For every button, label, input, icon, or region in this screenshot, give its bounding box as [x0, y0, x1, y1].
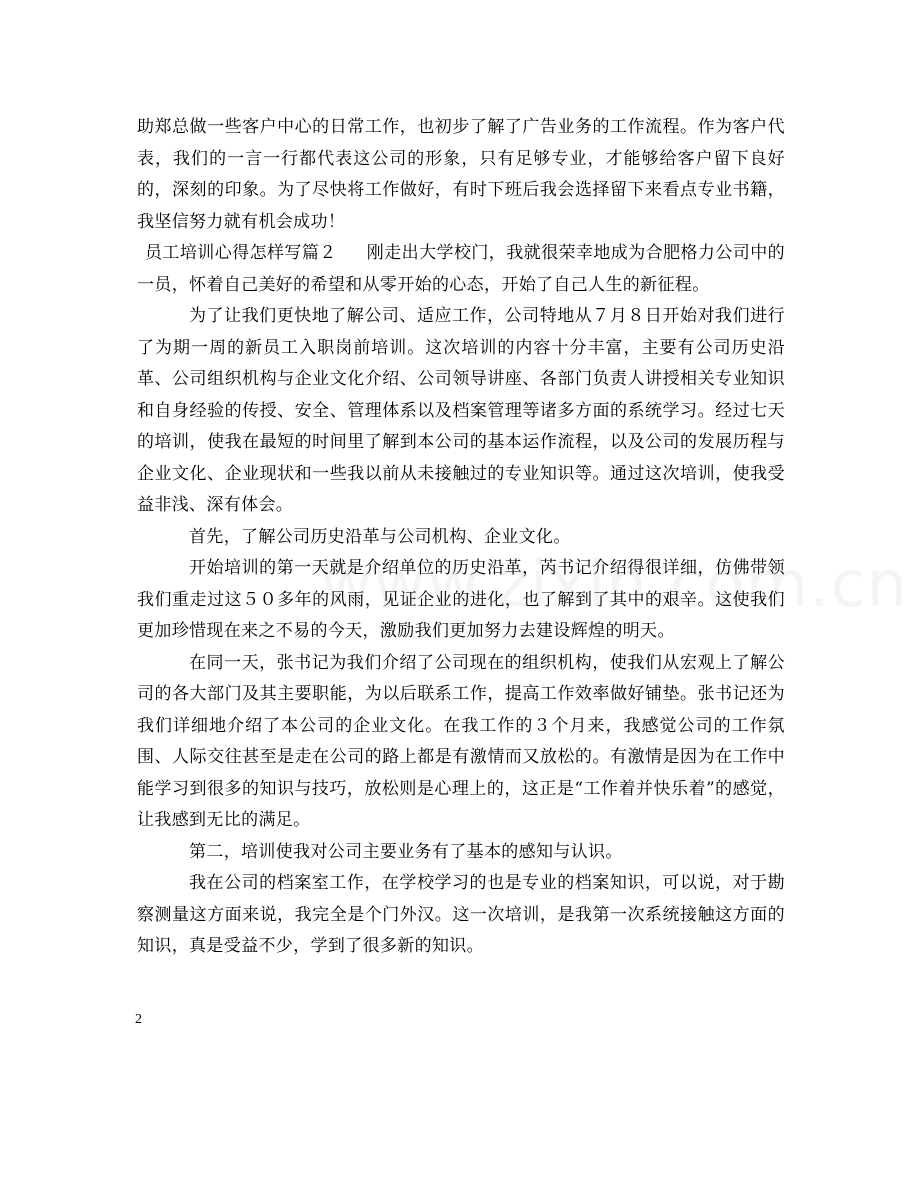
- page-number: 2: [135, 1012, 142, 1027]
- paragraph-point-one: 首先，了解公司历史沿革与公司机构、企业文化。: [189, 526, 571, 547]
- paragraph-archive-work: 我在公司的档案室工作，在学校学习的也是专业的档案知识，可以说，对于勘察测量这方面来说，我完全是个门外汉。这一次培训，是我第一次系统接触这方面的知识，真是受益不少，学到了很多新的知识。: [137, 873, 785, 956]
- paragraph-history: 开始培训的第一天就是介绍单位的历史沿革，芮书记介绍得很详细，仿佛带领我们重走过这５０多年的风雨，见证企业的进化，也了解到了其中的艰辛。这使我们更加珍惜现在来之不易的今天，激励我们更加努力去建设辉煌的明天。: [137, 558, 785, 641]
- paragraph-continuation: 助郑总做一些客户中心的日常工作，也初步了解了广告业务的工作流程。作为客户代表，我们的一言一行都代表这公司的形象，只有足够专业，才能够给客户留下良好的，深刻的印象。为了尽快将工作做好，有时下班后我会选择留下来看点专业书籍，我坚信努力就有机会成功！: [137, 117, 785, 232]
- paragraph-section-start: [137, 238, 785, 301]
- paragraph-organization: 在同一天，张书记为我们介绍了公司现在的组织机构，使我们从宏观上了解公司的各大部门及其主要职能，为以后联系工作，提高工作效率做好铺垫。张书记还为我们详细地介绍了本公司的企业文化。在我工作的３个月来，我感觉公司的工作氛围、人际交往甚至是走在公司的路上都是有激情而又放松的。有激情是因为在工作中能学习到很多的知识与技巧，放松则是心理上的，这正是“工作着并快乐着”的感觉，让我感到无比的满足。: [137, 652, 785, 830]
- body-text: [137, 112, 785, 963]
- paragraph-training-overview: 为了让我们更快地了解公司、适应工作，公司特地从７月８日开始对我们进行了为期一周的新员工入职岗前培训。这次培训的内容十分丰富，主要有公司历史沿革、公司组织机构与企业文化介绍、公司领导讲座、各部门负责人讲授相关专业知识和自身经验的传授、安全、管理体系以及档案管理等诸多方面的系统学习。经过七天的培训，使我在最短的时间里了解到本公司的基本运作流程，以及公司的发展历程与企业文化、企业现状和一些我以前从未接触过的专业知识等。通过这次培训，使我受益非浅、深有体会。: [137, 306, 785, 515]
- paragraph-point-two: 第二，培训使我对公司主要业务有了基本的感知与认识。: [189, 841, 623, 862]
- section-intro-text: 刚走出大学校门，我就很荣幸地成为合肥格力公司中的一员，怀着自己美好的希望和从零开始的心态，开始了自己人生的新征程。: [137, 243, 785, 295]
- section-heading: 员工培训心得怎样写篇２: [145, 243, 337, 263]
